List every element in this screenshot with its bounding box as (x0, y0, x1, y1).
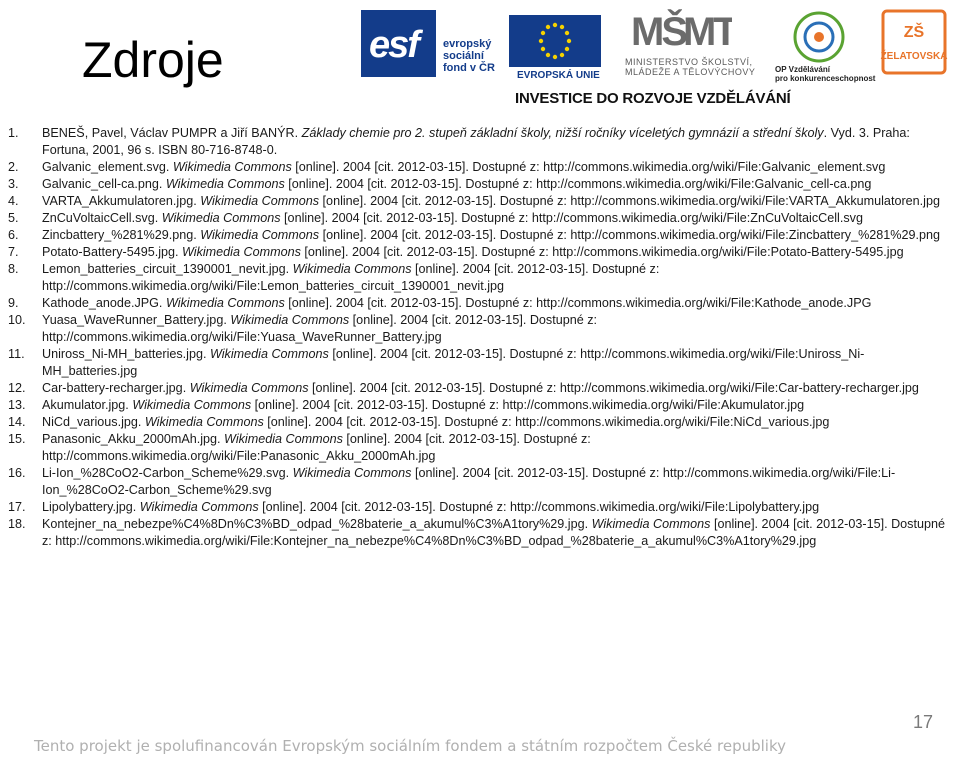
reference-text: [online]. 2004 [cit. 2012-03-15]. Dostupné z: http://commons.wikimedia.org/wiki/File:Galvanic_element.svg (291, 160, 886, 174)
reference-text: [online]. 2004 [cit. 2012-03-15]. Dostupné z: http://commons.wikimedia.org/wiki/File:Zincbattery_%281%29.png (319, 228, 941, 242)
reference-number: 18. (8, 517, 26, 531)
reference-item (8, 159, 950, 176)
reference-number: 6. (8, 228, 19, 242)
reference-text: Kathode_anode.JPG. (42, 296, 166, 310)
reference-item (8, 516, 950, 550)
reference-item (8, 227, 950, 244)
reference-number: 14. (8, 415, 26, 429)
reference-item (8, 261, 950, 295)
reference-title: Wikimedia Commons (172, 160, 292, 174)
svg-text:ZŠ: ZŠ (903, 24, 925, 41)
sponsor-logos (357, 5, 957, 87)
reference-title: Wikimedia Commons (230, 313, 350, 327)
reference-item (8, 176, 950, 193)
reference-number: 13. (8, 398, 26, 412)
reference-title: Wikimedia Commons (292, 262, 412, 276)
reference-text: Lemon_batteries_circuit_1390001_nevit.jpg. (42, 262, 293, 276)
page-number: 17 (913, 712, 934, 732)
school-emblem-icon (877, 7, 951, 77)
reference-text: [online]. 2004 [cit. 2012-03-15]. Dostupné z: http://commons.wikimedia.org/wiki/File:Car-battery-recharger.jpg (308, 381, 919, 395)
reference-text: [online]. 2004 [cit. 2012-03-15]. Dostupné z: http://commons.wikimedia.org/wiki/File:Kathode_anode.JPG (284, 296, 872, 310)
reference-item (8, 499, 950, 516)
reference-item (8, 465, 950, 499)
reference-text: [online]. 2004 [cit. 2012-03-15]. Dostupné z: http://commons.wikimedia.org/wiki/File:VARTA_Akkumulatoren.jpg (319, 194, 940, 208)
reference-item (8, 380, 950, 397)
reference-text: NiCd_various.jpg. (42, 415, 145, 429)
reference-item (8, 397, 950, 414)
msmt-logo (627, 7, 732, 57)
reference-number: 2. (8, 160, 19, 174)
reference-text: Akumulator.jpg. (42, 398, 133, 412)
reference-text: BENEŠ, Pavel, Václav PUMPR a Jiří BANÝR. (42, 126, 302, 140)
op-text (775, 65, 875, 83)
reference-item (8, 295, 950, 312)
svg-text:ŽELATOVSKÁ: ŽELATOVSKÁ (880, 51, 948, 62)
reference-number: 8. (8, 262, 19, 276)
reference-number: 11. (8, 347, 25, 361)
reference-item (8, 210, 950, 227)
eu-label: EVROPSKÁ UNIE (517, 70, 600, 81)
reference-text: Kontejner_na_nebezpe%C4%8Dn%C3%BD_odpad_%28baterie_a_akumul%C3%A1tory%29.jpg. (42, 517, 592, 531)
msmt-name (625, 57, 755, 77)
reference-text: Galvanic_element.svg. (42, 160, 173, 174)
reference-item (8, 414, 950, 431)
reference-text: [online]. 2004 [cit. 2012-03-15]. Dostupné z: http://commons.wikimedia.org/wiki/File:Kontejner_na_nebezpe%C4%8Dn%C3%BD_odpad_%28baterie_a_akumul%C3%A1tory%29.jpg (42, 517, 945, 548)
reference-title: Wikimedia Commons (189, 381, 309, 395)
esf-name-line: evropský (443, 38, 492, 50)
reference-number: 16. (8, 466, 26, 480)
op-logo (777, 9, 861, 65)
reference-title: Wikimedia Commons (224, 432, 343, 446)
reference-text: . Vyd. 3. Praha: Fortuna, 2001, 96 s. ISBN 80-716-8748-0. (42, 126, 910, 157)
reference-title: Základy chemie pro 2. stupeň základní školy, nižší ročníky víceletých gymnázií a střední školy (301, 126, 824, 140)
footer-text: Tento projekt je spolufinancován Evropským sociálním fondem a státním rozpočtem České republiky (34, 737, 786, 755)
reference-text: Panasonic_Akku_2000mAh.jpg. (42, 432, 225, 446)
msmt-emblem-icon (627, 7, 732, 57)
reference-text: Galvanic_cell-ca.png. (42, 177, 166, 191)
esf-name-line: fond v ČR (443, 62, 495, 74)
reference-text: [online]. 2004 [cit. 2012-03-15]. Dostupné z: http://commons.wikimedia.org/wiki/File:Lemon_batteries_circuit_1390001_nevit.jpg (42, 262, 660, 293)
slide-title: Zdroje (82, 32, 224, 88)
eu-flag-icon (509, 15, 601, 67)
reference-text: [online]. 2004 [cit. 2012-03-15]. Dostupné z: http://commons.wikimedia.org/wiki/File:ZnCuVoltaicCell.svg (280, 211, 863, 225)
school-logo (877, 7, 951, 77)
reference-title: Wikimedia Commons (161, 211, 281, 225)
reference-number: 7. (8, 245, 19, 259)
reference-text: [online]. 2004 [cit. 2012-03-15]. Dostupné z: http://commons.wikimedia.org/wiki/File:Lipolybattery.jpg (258, 500, 820, 514)
reference-text: Uniross_Ni-MH_batteries.jpg. (42, 347, 210, 361)
reference-number: 1. (8, 126, 19, 140)
reference-text: Potato-Battery-5495.jpg. (42, 245, 183, 259)
reference-number: 3. (8, 177, 19, 191)
reference-text: ZnCuVoltaicCell.svg. (42, 211, 162, 225)
reference-number: 5. (8, 211, 19, 225)
reference-item (8, 312, 950, 346)
svg-text:MT: MT (683, 10, 732, 54)
reference-title: Wikimedia Commons (200, 228, 320, 242)
reference-text: VARTA_Akkumulatoren.jpg. (42, 194, 201, 208)
reference-number: 17. (8, 500, 26, 514)
reference-title: Wikimedia Commons (591, 517, 711, 531)
reference-text: [online]. 2004 [cit. 2012-03-15]. Dostupné z: http://commons.wikimedia.org/wiki/File:Panasonic_Akku_2000mAh.jpg (42, 432, 591, 463)
reference-item (8, 431, 950, 465)
reference-list (8, 125, 950, 550)
reference-title: Wikimedia Commons (144, 415, 264, 429)
reference-title: Wikimedia Commons (165, 296, 285, 310)
reference-title: Wikimedia Commons (139, 500, 259, 514)
reference-title: Wikimedia Commons (132, 398, 252, 412)
reference-number: 4. (8, 194, 19, 208)
esf-name (443, 38, 495, 74)
sponsor-logo-strip (357, 5, 957, 108)
esf-mark: esf (369, 24, 418, 66)
reference-item (8, 193, 950, 210)
op-text-line: pro konkurenceschopnost (775, 74, 876, 83)
reference-text: Yuasa_WaveRunner_Battery.jpg. (42, 313, 231, 327)
reference-item (8, 244, 950, 261)
reference-title: Wikimedia Commons (200, 194, 320, 208)
op-text-line: OP Vzdělávání (775, 65, 830, 74)
reference-text: [online]. 2004 [cit. 2012-03-15]. Dostupné z: http://commons.wikimedia.org/wiki/File:NiCd_various.jpg (263, 415, 830, 429)
reference-number: 12. (8, 381, 26, 395)
reference-text: [online]. 2004 [cit. 2012-03-15]. Dostupné z: http://commons.wikimedia.org/wiki/File:Potato-Battery-5495.jpg (300, 245, 904, 259)
reference-text: [online]. 2004 [cit. 2012-03-15]. Dostupné z: http://commons.wikimedia.org/wiki/File:Galvanic_cell-ca.png (284, 177, 872, 191)
eu-stars-icon (509, 15, 601, 67)
op-emblem-icon (777, 9, 861, 65)
reference-text: Car-battery-recharger.jpg. (42, 381, 190, 395)
reference-text: Lipolybattery.jpg. (42, 500, 140, 514)
reference-title: Wikimedia Commons (165, 177, 285, 191)
reference-title: Wikimedia Commons (292, 466, 412, 480)
reference-text: [online]. 2004 [cit. 2012-03-15]. Dostupné z: http://commons.wikimedia.org/wiki/File:Yuasa_WaveRunner_Battery.jpg (42, 313, 598, 344)
reference-text: [online]. 2004 [cit. 2012-03-15]. Dostupné z: http://commons.wikimedia.org/wiki/File:Uniross_Ni-MH_batteries.jpg (42, 347, 865, 378)
reference-text: [online]. 2004 [cit. 2012-03-15]. Dostupné z: http://commons.wikimedia.org/wiki/File:Akumulator.jpg (251, 398, 805, 412)
esf-name-line: sociální (443, 50, 484, 62)
reference-text: [online]. 2004 [cit. 2012-03-15]. Dostupné z: http://commons.wikimedia.org/wiki/File:Li-Ion_%28CoO2-Carbon_Scheme%29.svg (42, 466, 896, 497)
reference-item (8, 125, 950, 159)
msmt-name-line: MLÁDEŽE A TĚLOVÝCHOVY (625, 67, 756, 77)
reference-number: 9. (8, 296, 19, 310)
esf-logo (361, 10, 436, 77)
reference-item (8, 346, 950, 380)
reference-number: 15. (8, 432, 26, 446)
reference-text: Li-Ion_%28CoO2-Carbon_Scheme%29.svg. (42, 466, 293, 480)
investice-banner: INVESTICE DO ROZVOJE VZDĚLÁVÁNÍ (515, 90, 791, 107)
reference-title: Wikimedia Commons (209, 347, 329, 361)
reference-text: Zincbattery_%281%29.png. (42, 228, 201, 242)
msmt-name-line: MINISTERSTVO ŠKOLSTVÍ, (625, 57, 753, 67)
reference-number: 10. (8, 313, 26, 327)
reference-title: Wikimedia Commons (182, 245, 301, 259)
svg-text:MŠ: MŠ (631, 10, 685, 54)
